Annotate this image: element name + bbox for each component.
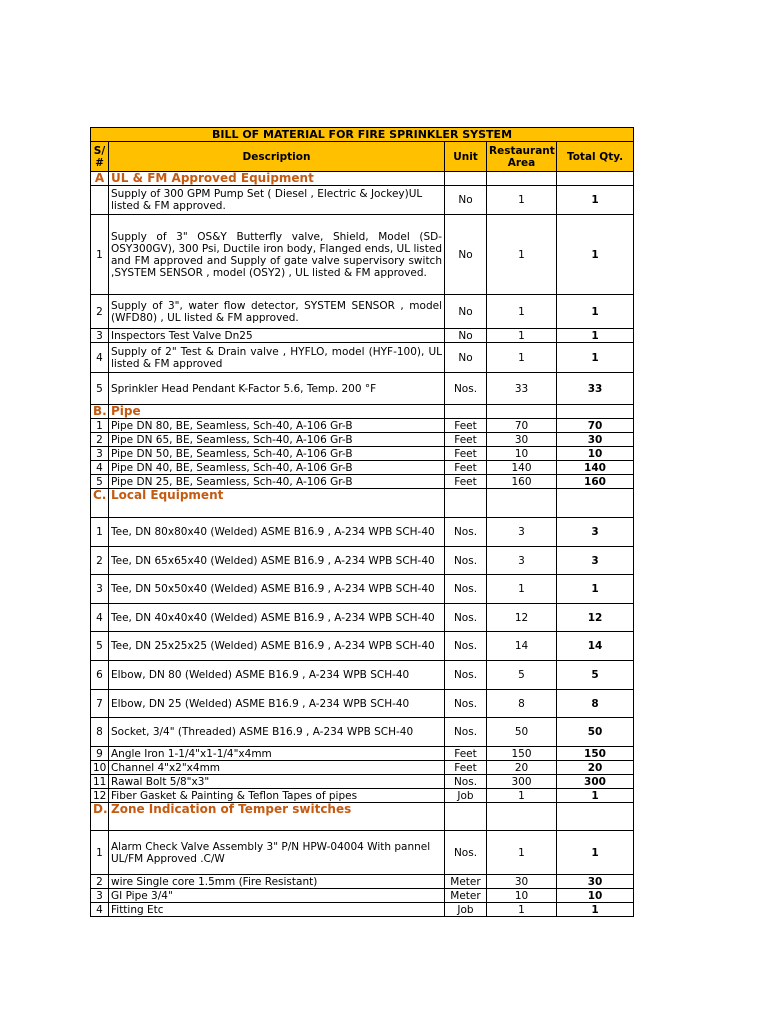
section-row <box>91 405 634 419</box>
table-row <box>91 186 634 215</box>
item-total-qty: 1 <box>557 329 634 343</box>
table-row <box>91 547 634 575</box>
table-row <box>91 632 634 661</box>
item-description: Rawal Bolt 5/8"x3" <box>109 775 445 789</box>
item-total-qty: 10 <box>557 447 634 461</box>
item-unit: Feet <box>445 447 487 461</box>
empty-cell <box>557 405 634 419</box>
item-total-qty: 150 <box>557 747 634 761</box>
empty-cell <box>445 172 487 186</box>
item-number: 5 <box>91 373 109 405</box>
empty-cell <box>557 803 634 831</box>
table-row <box>91 433 634 447</box>
item-unit: Meter <box>445 889 487 903</box>
item-total-qty: 5 <box>557 661 634 690</box>
item-description: Angle Iron 1-1/4"x1-1/4"x4mm <box>109 747 445 761</box>
item-description: Elbow, DN 25 (Welded) ASME B16.9 , A-234 WPB SCH-40 <box>109 690 445 718</box>
empty-cell <box>445 803 487 831</box>
item-unit: Feet <box>445 433 487 447</box>
item-description: Socket, 3/4" (Threaded) ASME B16.9 , A-234 WPB SCH-40 <box>109 718 445 747</box>
header-description: Description <box>109 142 445 172</box>
table-row <box>91 661 634 690</box>
item-description: Tee, DN 50x50x40 (Welded) ASME B16.9 , A-234 WPB SCH-40 <box>109 575 445 604</box>
item-total-qty: 3 <box>557 518 634 547</box>
item-unit: Nos. <box>445 575 487 604</box>
item-total-qty: 33 <box>557 373 634 405</box>
item-unit: Meter <box>445 875 487 889</box>
section-row <box>91 172 634 186</box>
item-number: 11 <box>91 775 109 789</box>
header-total: Total Qty. <box>557 142 634 172</box>
section-code: A <box>91 172 109 186</box>
item-unit: Job <box>445 789 487 803</box>
item-unit: Nos. <box>445 604 487 632</box>
item-unit: Feet <box>445 761 487 775</box>
item-number: 5 <box>91 475 109 489</box>
item-total-qty: 1 <box>557 903 634 917</box>
section-row <box>91 803 634 831</box>
item-description: Alarm Check Valve Assembly 3" P/N HPW-04004 With pannel UL/FM Approved .C/W <box>109 831 445 875</box>
item-total-qty: 1 <box>557 831 634 875</box>
item-area-qty: 1 <box>487 575 557 604</box>
item-area-qty: 1 <box>487 215 557 295</box>
item-description: Pipe DN 50, BE, Seamless, Sch-40, A-106 Gr-B <box>109 447 445 461</box>
item-description: Fitting Etc <box>109 903 445 917</box>
item-total-qty: 1 <box>557 186 634 215</box>
item-total-qty: 30 <box>557 433 634 447</box>
section-code: B. <box>91 405 109 419</box>
item-area-qty: 10 <box>487 889 557 903</box>
item-unit: No <box>445 295 487 329</box>
item-total-qty: 160 <box>557 475 634 489</box>
table-row <box>91 831 634 875</box>
item-number: 7 <box>91 690 109 718</box>
empty-cell <box>487 803 557 831</box>
table-title: BILL OF MATERIAL FOR FIRE SPRINKLER SYSTEM <box>91 128 634 142</box>
section-title: Zone Indication of Temper switches <box>109 803 445 831</box>
item-number: 1 <box>91 215 109 295</box>
item-number: 2 <box>91 547 109 575</box>
table-row <box>91 789 634 803</box>
item-area-qty: 30 <box>487 875 557 889</box>
item-area-qty: 160 <box>487 475 557 489</box>
section-code: C. <box>91 489 109 518</box>
item-unit: Feet <box>445 461 487 475</box>
table-row <box>91 903 634 917</box>
item-unit: Nos. <box>445 518 487 547</box>
item-unit: No <box>445 343 487 373</box>
table-row <box>91 718 634 747</box>
item-description: Tee, DN 25x25x25 (Welded) ASME B16.9 , A-234 WPB SCH-40 <box>109 632 445 661</box>
item-area-qty: 8 <box>487 690 557 718</box>
item-unit: Feet <box>445 419 487 433</box>
item-number: 4 <box>91 461 109 475</box>
item-area-qty: 14 <box>487 632 557 661</box>
item-description: Pipe DN 80, BE, Seamless, Sch-40, A-106 Gr-B <box>109 419 445 433</box>
item-total-qty: 1 <box>557 295 634 329</box>
item-number: 3 <box>91 329 109 343</box>
item-area-qty: 30 <box>487 433 557 447</box>
item-unit: Job <box>445 903 487 917</box>
item-unit: Nos. <box>445 775 487 789</box>
item-total-qty: 10 <box>557 889 634 903</box>
item-number: 5 <box>91 632 109 661</box>
item-total-qty: 140 <box>557 461 634 475</box>
item-area-qty: 1 <box>487 295 557 329</box>
item-unit: Nos. <box>445 373 487 405</box>
item-area-qty: 1 <box>487 329 557 343</box>
item-number: 3 <box>91 575 109 604</box>
table-row <box>91 447 634 461</box>
item-total-qty: 3 <box>557 547 634 575</box>
item-unit: Feet <box>445 475 487 489</box>
item-number: 1 <box>91 518 109 547</box>
empty-cell <box>557 489 634 518</box>
table-row <box>91 373 634 405</box>
table-row <box>91 875 634 889</box>
section-title: UL & FM Approved Equipment <box>109 172 445 186</box>
table-row <box>91 461 634 475</box>
table-row <box>91 295 634 329</box>
item-unit: Nos. <box>445 547 487 575</box>
item-total-qty: 70 <box>557 419 634 433</box>
item-total-qty: 20 <box>557 761 634 775</box>
item-description: Supply of 300 GPM Pump Set ( Diesel , Electric & Jockey)UL listed & FM approved. <box>109 186 445 215</box>
item-number: 3 <box>91 889 109 903</box>
item-description: Tee, DN 80x80x40 (Welded) ASME B16.9 , A-234 WPB SCH-40 <box>109 518 445 547</box>
item-total-qty: 1 <box>557 343 634 373</box>
table-body <box>91 128 634 917</box>
header-area: Restaurant Area <box>487 142 557 172</box>
item-area-qty: 1 <box>487 831 557 875</box>
item-area-qty: 20 <box>487 761 557 775</box>
empty-cell <box>487 489 557 518</box>
item-unit: Nos. <box>445 831 487 875</box>
item-number: 8 <box>91 718 109 747</box>
table-row <box>91 215 634 295</box>
item-description: Tee, DN 65x65x40 (Welded) ASME B16.9 , A-234 WPB SCH-40 <box>109 547 445 575</box>
section-row <box>91 489 634 518</box>
table-row <box>91 747 634 761</box>
item-unit: Nos. <box>445 632 487 661</box>
item-number: 4 <box>91 343 109 373</box>
item-total-qty: 8 <box>557 690 634 718</box>
item-area-qty: 33 <box>487 373 557 405</box>
table-row <box>91 761 634 775</box>
item-unit: Nos. <box>445 718 487 747</box>
item-unit: Nos. <box>445 690 487 718</box>
table-row <box>91 475 634 489</box>
item-number: 2 <box>91 875 109 889</box>
item-description: Sprinkler Head Pendant K-Factor 5.6, Temp. 200 °F <box>109 373 445 405</box>
item-area-qty: 150 <box>487 747 557 761</box>
item-description: Inspectors Test Valve Dn25 <box>109 329 445 343</box>
item-area-qty: 50 <box>487 718 557 747</box>
item-unit: Feet <box>445 747 487 761</box>
item-total-qty: 14 <box>557 632 634 661</box>
item-description: Supply of 3" OS&Y Butterfly valve, Shield, Model (SD-OSY300GV), 300 Psi, Ductile iron body, Flanged ends, UL listed and FM approved and Supply of gate valve supervisory switch ,SYSTEM SENSOR , model (OSY2) , UL listed & FM approved. <box>109 215 445 295</box>
header-sn: S/ # <box>91 142 109 172</box>
item-number: 4 <box>91 604 109 632</box>
item-area-qty: 10 <box>487 447 557 461</box>
table-row <box>91 604 634 632</box>
item-number: 10 <box>91 761 109 775</box>
table-row <box>91 690 634 718</box>
table-row <box>91 518 634 547</box>
item-area-qty: 70 <box>487 419 557 433</box>
title-row <box>91 128 634 142</box>
item-total-qty: 1 <box>557 575 634 604</box>
item-number: 2 <box>91 433 109 447</box>
table-row <box>91 419 634 433</box>
item-unit: No <box>445 215 487 295</box>
empty-cell <box>445 405 487 419</box>
item-area-qty: 300 <box>487 775 557 789</box>
item-description: Tee, DN 40x40x40 (Welded) ASME B16.9 , A-234 WPB SCH-40 <box>109 604 445 632</box>
item-number: 1 <box>91 419 109 433</box>
item-number: 9 <box>91 747 109 761</box>
item-area-qty: 3 <box>487 518 557 547</box>
item-description: Elbow, DN 80 (Welded) ASME B16.9 , A-234 WPB SCH-40 <box>109 661 445 690</box>
header-unit: Unit <box>445 142 487 172</box>
item-description: GI Pipe 3/4" <box>109 889 445 903</box>
item-description: Channel 4"x2"x4mm <box>109 761 445 775</box>
item-description: wire Single core 1.5mm (Fire Resistant) <box>109 875 445 889</box>
item-description: Pipe DN 40, BE, Seamless, Sch-40, A-106 Gr-B <box>109 461 445 475</box>
item-description: Pipe DN 65, BE, Seamless, Sch-40, A-106 Gr-B <box>109 433 445 447</box>
item-number: 3 <box>91 447 109 461</box>
item-area-qty: 3 <box>487 547 557 575</box>
item-area-qty: 140 <box>487 461 557 475</box>
item-total-qty: 12 <box>557 604 634 632</box>
table-row <box>91 775 634 789</box>
item-unit: No <box>445 329 487 343</box>
item-total-qty: 30 <box>557 875 634 889</box>
item-total-qty: 1 <box>557 789 634 803</box>
table-row <box>91 889 634 903</box>
empty-cell <box>487 405 557 419</box>
item-total-qty: 1 <box>557 215 634 295</box>
item-number <box>91 186 109 215</box>
item-area-qty: 1 <box>487 903 557 917</box>
section-title: Local Equipment <box>109 489 445 518</box>
empty-cell <box>487 172 557 186</box>
table-row <box>91 343 634 373</box>
item-number: 12 <box>91 789 109 803</box>
item-total-qty: 300 <box>557 775 634 789</box>
item-total-qty: 50 <box>557 718 634 747</box>
section-title: Pipe <box>109 405 445 419</box>
item-number: 1 <box>91 831 109 875</box>
bill-of-material-table <box>90 127 634 917</box>
item-description: Pipe DN 25, BE, Seamless, Sch-40, A-106 Gr-B <box>109 475 445 489</box>
item-area-qty: 12 <box>487 604 557 632</box>
item-description: Supply of 3", water flow detector, SYSTEM SENSOR , model (WFD80) , UL listed & FM approved. <box>109 295 445 329</box>
item-area-qty: 5 <box>487 661 557 690</box>
empty-cell <box>445 489 487 518</box>
item-area-qty: 1 <box>487 186 557 215</box>
table-row <box>91 575 634 604</box>
item-number: 4 <box>91 903 109 917</box>
item-unit: Nos. <box>445 661 487 690</box>
item-area-qty: 1 <box>487 343 557 373</box>
item-number: 6 <box>91 661 109 690</box>
item-description: Supply of 2" Test & Drain valve , HYFLO, model (HYF-100), UL listed & FM approved <box>109 343 445 373</box>
item-unit: No <box>445 186 487 215</box>
section-code: D. <box>91 803 109 831</box>
empty-cell <box>557 172 634 186</box>
item-number: 2 <box>91 295 109 329</box>
table-row <box>91 329 634 343</box>
item-description: Fiber Gasket & Painting & Teflon Tapes of pipes <box>109 789 445 803</box>
item-area-qty: 1 <box>487 789 557 803</box>
header-row <box>91 142 634 172</box>
